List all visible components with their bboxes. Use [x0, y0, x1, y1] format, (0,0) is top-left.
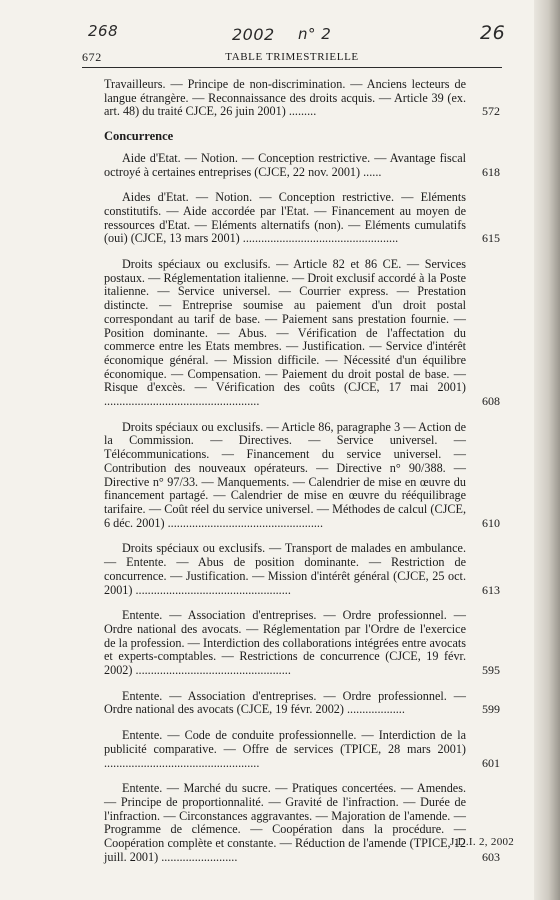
index-entry	[104, 690, 500, 717]
page-number: 672	[82, 50, 102, 64]
index-entry-continuation	[104, 78, 500, 119]
handwritten-note-year: 2002	[232, 25, 275, 44]
footer-citation: J.D.I. 2, 2002	[450, 836, 515, 848]
running-head	[82, 50, 502, 66]
entry-page-ref: 603	[482, 849, 500, 864]
entry-text: Entente. — Marché du sucre. — Pratiques concertées. — Amendes. — Principe de proportionnalité. — Gravité de l'infraction. — Durée de l'infraction. — Circonstances aggravantes. — Majoration de l'amende. — Programme de clémence. — Coopération dans la procédure. — Coopération complète et constante. — Réduction de l'amende (TPICE, 12 juill. 2001) .........................	[104, 781, 466, 864]
entry-text: Entente. — Association d'entreprises. — Ordre professionnel. — Ordre national des avocats (CJCE, 19 févr. 2002) ...................	[104, 688, 466, 717]
entry-text: Aides d'Etat. — Notion. — Conception restrictive. — Eléments constitutifs. — Aide accordée par l'Etat. — Financement au moyen de ressources d'Etat. — Eléments alternatifs (non). — Eléments cumulatifs (oui) (CJCE, 13 mars 2001) ...................................................	[104, 190, 466, 246]
index-entry	[104, 609, 500, 678]
index-entry	[104, 782, 500, 864]
entry-page-ref: 599	[482, 702, 500, 717]
index-entry	[104, 152, 500, 179]
index-entry	[104, 258, 500, 409]
handwritten-note-issue: n° 2	[298, 25, 332, 43]
index-content	[104, 78, 500, 876]
page-edge-shadow	[534, 0, 560, 900]
entry-page-ref: 601	[482, 755, 500, 770]
handwritten-note-left: 268	[88, 22, 119, 40]
entry-page-ref: 618	[482, 164, 500, 179]
entry-text: Travailleurs. — Principe de non-discrimination. — Anciens lecteurs de langue étrangère. — Reconnaissance des droits acquis. — Article 39 (ex. art. 48) du traité CJCE, 26 juin 2001) .........	[104, 77, 466, 119]
entry-page-ref: 595	[482, 663, 500, 678]
entry-text: Aide d'Etat. — Notion. — Conception restrictive. — Avantage fiscal octroyé à certaines entreprises (CJCE, 22 nov. 2001) ......	[104, 150, 466, 179]
page-title: TABLE TRIMESTRIELLE	[225, 51, 359, 63]
index-entry	[104, 729, 500, 770]
entry-page-ref: 615	[482, 231, 500, 246]
entry-text: Entente. — Association d'entreprises. — Ordre professionnel. — Ordre national des avocats. — Réglementation par l'Ordre de l'exercice de la profession. — Interdiction des collaborations intégrées entre avocats et experts-comptables. — Restrictions de concurrence (CJCE, 19 févr. 2002) ...................................................	[104, 608, 466, 678]
index-entry	[104, 191, 500, 246]
entry-text: Droits spéciaux ou exclusifs. — Article 86, paragraphe 3 — Action de la Commission. — Directives. — Service universel. — Télécommunications. — Financement du service universel. — Contribution des nouveaux opérateurs. — Directive n° 90/388. — Directive n° 97/33. — Manquements. — Calendrier de mise en œuvre du financement partagé. — Calendrier de mise en œuvre du rééquilibrage tarifaire. — Coût réel du service universel. — Méthodes de calcul (CJCE, 6 déc. 2001) ...................................................	[104, 419, 466, 530]
entry-text: Droits spéciaux ou exclusifs. — Article 82 et 86 CE. — Services postaux. — Réglementation italienne. — Droit exclusif accordé à la Poste italienne. — Service universel. — Courrier express. — Prestation distincte. — Entreprise soumise au paiement d'un droit postal correspondant au tarif de base. — Paiement sans prestation fournie. — Position dominante. — Abus. — Vérification de l'affectation du commerce entre les Etats membres. — Justification. — Service d'intérêt économique général. — Mission difficile. — Nécessité d'un équilibre économique. — Compensation. — Paiement du droit postal de base. — Risque d'excès. — Vérification des coûts (CJCE, 17 mai 2001) ...................................................	[104, 257, 466, 409]
entry-page-ref: 610	[482, 515, 500, 530]
entry-page-ref: 608	[482, 394, 500, 409]
entry-text: Droits spéciaux ou exclusifs. — Transport de malades en ambulance. — Entente. — Abus de position dominante. — Restriction de concurrence. — Justification. — Mission d'intérêt général (CJCE, 25 oct. 2001) ...................................................	[104, 541, 466, 597]
entry-text: Entente. — Code de conduite professionnelle. — Interdiction de la publicité comparative. — Offre de services (TPICE, 28 mars 2001) ...................................................	[104, 728, 466, 770]
index-entry	[104, 421, 500, 531]
entry-page-ref: 613	[482, 582, 500, 597]
entry-page-ref: 572	[482, 104, 500, 119]
section-heading-concurrence: Concurrence	[104, 129, 174, 144]
header-rule	[82, 67, 502, 68]
handwritten-note-right: 26	[480, 22, 506, 44]
index-entry	[104, 542, 500, 597]
